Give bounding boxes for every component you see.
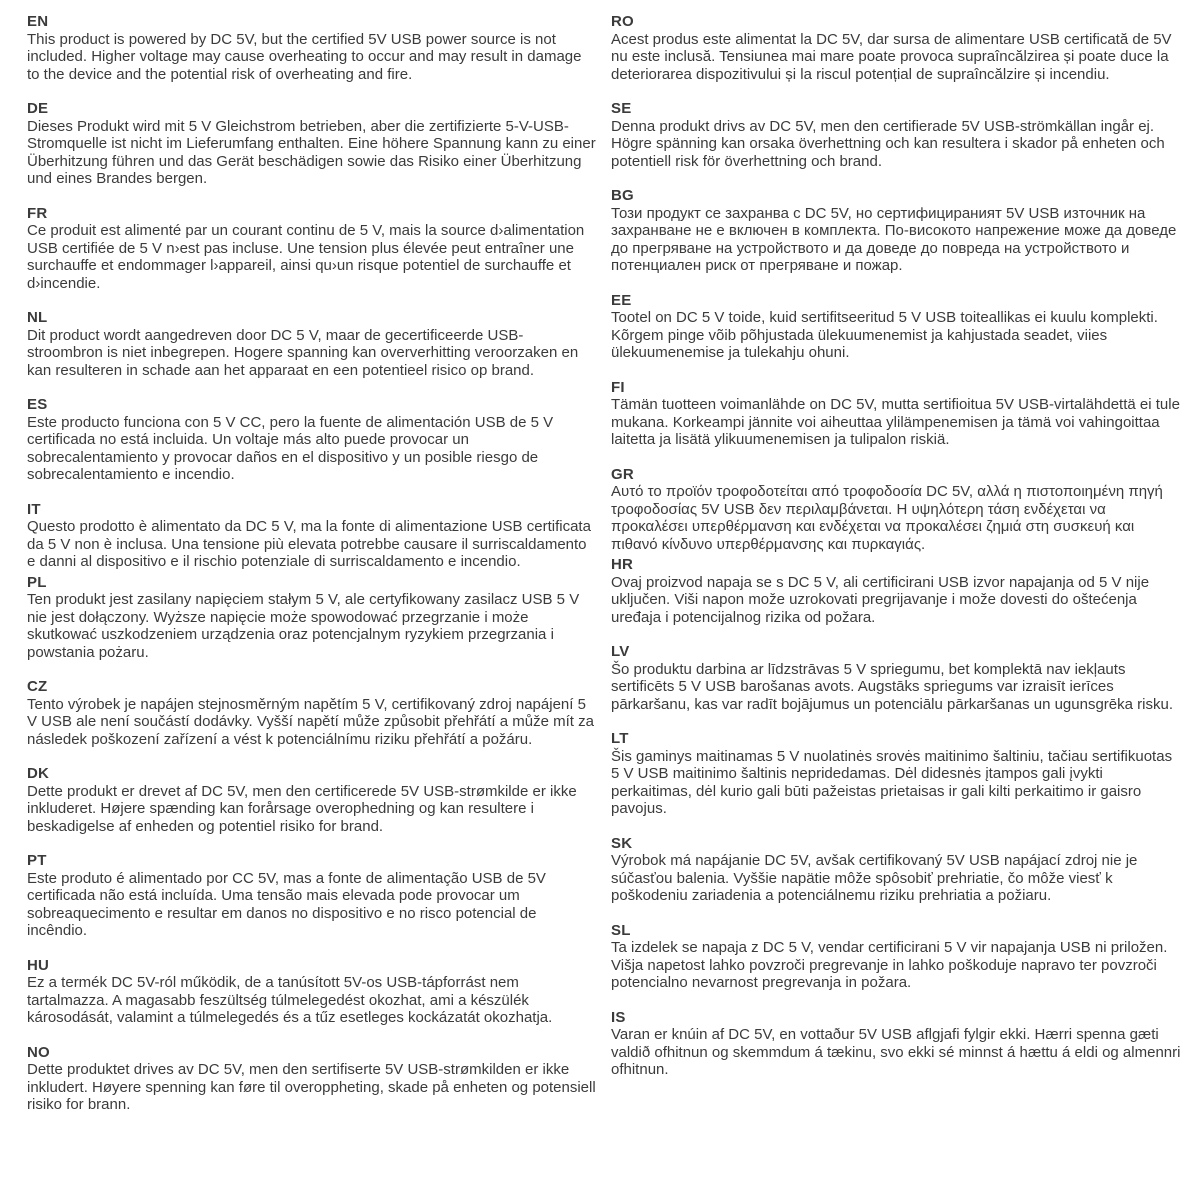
lang-text-pl: Ten produkt jest zasilany napięciem stałym 5 V, ale certyfikowany zasilacz USB 5 V nie jest dołączony. Wyższe napięcie może spowodować przegrzanie i może skutkować uszkodzeniem urządzenia oraz potencjalnym ryzykiem przegrzania i powstania pożaru. xyxy=(27,591,580,661)
lang-text-pt: Este produto é alimentado por CC 5V, mas a fonte de alimentação USB de 5V certificada não está incluída. Uma tensão mais elevada pode provocar um sobreaquecimento e resultar em danos no dispositivo e no risco potencial de incêndio. xyxy=(27,869,546,939)
lang-block-fr xyxy=(27,205,597,293)
lang-text-is: Varan er knúin af DC 5V, en vottaður 5V USB aflgjafi fylgir ekki. Hærri spenna gæti valdið ofhitnun og skemmdum á tækinu, svo ekki sé minnst á hættu á eldi og almennri ofhitnun. xyxy=(611,1026,1181,1078)
lang-code-it: IT xyxy=(27,500,41,518)
lang-block-en xyxy=(27,13,597,83)
lang-code-lt: LT xyxy=(611,730,629,747)
lang-code-gr: GR xyxy=(611,465,634,483)
lang-text-hr: Ovaj proizvod napaja se s DC 5 V, ali certificirani USB izvor napajanja od 5 V nije uključen. Viši napon može uzrokovati pregrijavanje i može dovesti do oštećenja uređaja i potencijalnog rizika od požara. xyxy=(611,573,1150,626)
lang-block-hr xyxy=(611,556,1181,626)
column-left xyxy=(27,13,597,1200)
column-right xyxy=(611,13,1181,1200)
lang-text-cz: Tento výrobek je napájen stejnosměrným napětím 5 V, certifikovaný zdroj napájení 5 V USB ale není součástí dodávky. Vyšší napětí může způsobit přehřátí a může mít za následek poškození zařízení a vést k potenciálnímu riziku přehřátí a požáru. xyxy=(27,695,594,748)
lang-block-es xyxy=(27,396,597,484)
lang-block-fi xyxy=(611,379,1181,449)
lang-block-is xyxy=(611,1009,1181,1079)
lang-code-sl: SL xyxy=(611,921,631,939)
lang-code-hu: HU xyxy=(27,956,50,974)
lang-text-fi: Tämän tuotteen voimanlähde on DC 5V, mutta sertifioitua 5V USB-virtalähdettä ei tule mukana. Korkeampi jännite voi aiheuttaa ylilämpenemisen ja tämä voi vahingoittaa laitetta ja lisätä ylikuumenemisen ja tulipalon riskiä. xyxy=(611,396,1180,448)
lang-text-de: Dieses Produkt wird mit 5 V Gleichstrom betrieben, aber die zertifizierte 5-V-USB-Stromquelle ist nicht im Lieferumfang enthalten. Eine höhere Spannung kann zu einer Überhitzung führen und das Gerät beschädigen sowie das Risiko einer Überhitzung und eines Brandes bergen. xyxy=(27,117,596,187)
lang-code-fi: FI xyxy=(611,378,625,396)
lang-code-nl: NL xyxy=(27,309,48,326)
lang-block-gr xyxy=(611,466,1181,554)
lang-code-sk: SK xyxy=(611,834,633,852)
lang-code-hr: HR xyxy=(611,556,634,573)
lang-block-se xyxy=(611,100,1181,170)
lang-text-hu: Ez a termék DC 5V-ról működik, de a tanúsított 5V-os USB-tápforrást nem tartalmazza. A magasabb feszültség túlmelegedést okozhat, ami a készülék károsodását, valamint a túlmelegedés és a tűz esetleges kockázatát okozhatja. xyxy=(27,974,553,1026)
lang-text-lt: Šis gaminys maitinamas 5 V nuolatinės srovės maitinimo šaltiniu, tačiau sertifikuotas 5 V USB maitinimo šaltinis nepridedamas. Dėl didesnės įtampos gali įvykti perkaitimas, dėl kurio gali būti pažeistas prietaisas ir gali kilti perkaitimo ir gaisro pavojus. xyxy=(611,747,1173,817)
lang-text-gr: Αυτό το προϊόν τροφοδοτείται από τροφοδοσία DC 5V, αλλά η πιστοποιημένη πηγή τροφοδοσίας 5V USB δεν περιλαμβάνεται. Η υψηλότερη τάση ενδέχεται να προκαλέσει υπερθέρμανση και ενδέχεται να προκαλέσει ζημιά στη συσκευή και πιθανό κίνδυνο υπερθέρμανσης και πυρκαγιάς. xyxy=(611,483,1163,553)
lang-block-lt xyxy=(611,730,1181,818)
lang-text-se: Denna produkt drivs av DC 5V, men den certifierade 5V USB-strömkällan ingår ej. Högre spänning kan orsaka överhettning och kan resultera i skador på enheten och potentiell risk för överhettning och brand. xyxy=(611,117,1165,170)
lang-code-ee: EE xyxy=(611,291,632,309)
lang-block-pl xyxy=(27,574,597,662)
lang-block-no xyxy=(27,1044,597,1114)
lang-block-it xyxy=(27,501,597,571)
lang-block-ee xyxy=(611,292,1181,362)
lang-text-bg: Този продукт се захранва с DC 5V, но сертифицираният 5V USB източник на захранване не е включен в комплекта. По-високото напрежение може да доведе до прегряване на устройството и да доведе до повреда на устройството и потенциален риск от прегряване и пожар. xyxy=(611,204,1177,274)
lang-code-de: DE xyxy=(27,100,49,117)
lang-code-en: EN xyxy=(27,13,49,30)
lang-code-no: NO xyxy=(27,1043,50,1061)
lang-text-it: Questo prodotto è alimentato da DC 5 V, ma la fonte di alimentazione USB certificata da 5 V non è inclusa. Una tensione più elevata potrebbe causare il surriscaldamento e danni al dispositivo e il rischio potenziale di surriscaldamento e incendio. xyxy=(27,518,591,570)
lang-code-pl: PL xyxy=(27,573,47,591)
lang-text-ro: Acest produs este alimentat la DC 5V, dar sursa de alimentare USB certificată de 5V nu este inclusă. Tensiunea mai mare poate provoca supraîncălzirea și poate duce la deteriorarea dispozitivului și la riscul potențial de supraîncălzire și incendiu. xyxy=(611,30,1172,83)
lang-text-sl: Ta izdelek se napaja z DC 5 V, vendar certificirani 5 V vir napajanja USB ni priložen. Višja napetost lahko povzroči pregrevanje in lahko poškoduje napravo ter povzroči potencialno nevarnost pregrevanja in požara. xyxy=(611,939,1168,991)
lang-code-es: ES xyxy=(27,396,48,413)
lang-code-bg: BG xyxy=(611,187,634,204)
lang-code-pt: PT xyxy=(27,852,47,869)
lang-block-cz xyxy=(27,678,597,748)
lang-code-lv: LV xyxy=(611,643,630,660)
lang-block-de xyxy=(27,100,597,188)
lang-text-fr: Ce produit est alimenté par un courant continu de 5 V, mais la source d›alimentation USB certifiée de 5 V n›est pas incluse. Une tension plus élevée peut entraîner une surchauffe et endommager l›appareil, ainsi qu›un risque potentiel de surchauffe et d›incendie. xyxy=(27,222,585,292)
lang-text-lv: Šo produktu darbina ar līdzstrāvas 5 V spriegumu, bet komplektā nav iekļauts sertificēts 5 V USB barošanas avots. Augstāks spriegums var izraisīt ierīces pārkaršanu, kas var radīt bojājumus un potenciālu pārkaršanas un ugunsgrēka risku. xyxy=(611,660,1173,713)
lang-block-sl xyxy=(611,922,1181,992)
lang-text-ee: Tootel on DC 5 V toide, kuid sertifitseeritud 5 V USB toiteallikas ei kuulu komplekti. Kõrgem pinge võib põhjustada ülekuumenemist ja kahjustada seadet, viies ülekuumenemise ja tulekahju ohuni. xyxy=(611,309,1158,361)
lang-code-cz: CZ xyxy=(27,678,48,695)
lang-text-en: This product is powered by DC 5V, but the certified 5V USB power source is not included. Higher voltage may cause overheating to occur and may result in damage to the device and the potential risk of overheating and fire. xyxy=(27,30,582,83)
lang-block-pt xyxy=(27,852,597,940)
lang-code-ro: RO xyxy=(611,13,634,30)
lang-block-bg xyxy=(611,187,1181,275)
lang-code-fr: FR xyxy=(27,204,48,222)
lang-block-lv xyxy=(611,643,1181,713)
lang-block-dk xyxy=(27,765,597,835)
lang-block-hu xyxy=(27,957,597,1027)
lang-block-nl xyxy=(27,309,597,379)
lang-text-sk: Výrobok má napájanie DC 5V, avšak certifikovaný 5V USB napájací zdroj nie je súčasťou balenia. Vyššie napätie môže spôsobiť prehriatie, čo môže viesť k poškodeniu zariadenia a potenciálnemu riziku prehriatia a požiaru. xyxy=(611,852,1138,904)
lang-code-se: SE xyxy=(611,100,632,117)
lang-code-is: IS xyxy=(611,1008,626,1026)
lang-text-dk: Dette produkt er drevet af DC 5V, men den certificerede 5V USB-strømkilde er ikke inkluderet. Højere spænding kan forårsage overophedning og kan resultere i beskadigelse af enheden og potentiel risiko for brand. xyxy=(27,782,577,835)
lang-block-sk xyxy=(611,835,1181,905)
lang-text-nl: Dit product wordt aangedreven door DC 5 V, maar de gecertificeerde USB-stroombron is niet inbegrepen. Hogere spanning kan oververhitting veroorzaken en kan resulteren in schade aan het apparaat en een potentieel risico op brand. xyxy=(27,326,579,379)
lang-text-es: Este producto funciona con 5 V CC, pero la fuente de alimentación USB de 5 V certificada no está incluida. Un voltaje más alto puede provocar un sobrecalentamiento y provocar daños en el dispositivo y un posible riesgo de sobrecalentamiento e incendio. xyxy=(27,413,554,483)
lang-block-ro xyxy=(611,13,1181,83)
lang-text-no: Dette produktet drives av DC 5V, men den sertifiserte 5V USB-strømkilden er ikke inkludert. Høyere spenning kan føre til overoppheting, skade på enheten og potensiell risiko for brann. xyxy=(27,1061,596,1113)
lang-code-dk: DK xyxy=(27,765,50,782)
